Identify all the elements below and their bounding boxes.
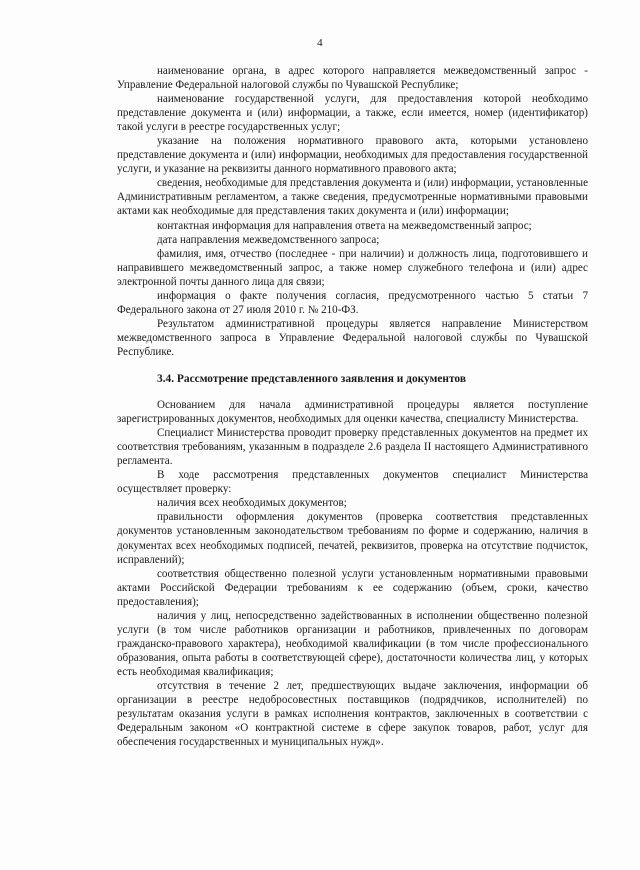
paragraph-check-registry: отсутствия в течение 2 лет, предшествующих выдаче заключения, информации об организации в реестре недобросовестных поставщиков (подрядчиков, исполнителей) по результатам оказания услуги в рамках исполнения контрактов, заключенных в соответствии с Федеральным законом «О контрактной системе в сфере закупок товаров, работ, услуг для обеспечения государственных и муниципальных нужд». <box>117 679 588 749</box>
paragraph-responsible-person: фамилия, имя, отчество (последнее - при наличии) и должность лица, подготовившего и направившего межведомственный запрос, а также номер служебного телефона и (или) адрес электронной почты данного лица для связи; <box>117 247 588 288</box>
page-number: 4 <box>317 37 323 49</box>
paragraph-check-documents-present: наличия всех необходимых документов; <box>157 497 347 510</box>
paragraph-service-name: наименование государственной услуги, для предоставления которой необходимо представление документа и (или) информации, а также, если имеется, номер (идентификатор) такой услуги в реестре государственных услуг; <box>117 93 588 134</box>
paragraph-request-date: дата направления межведомственного запроса; <box>157 233 380 246</box>
paragraph-consent-info: информация о факте получения согласия, предусмотренного частью 5 статьи 7 Федерального закона от 27 июля 2010 г. № 210-ФЗ. <box>117 289 588 316</box>
paragraph-legal-act-reference: указание на положения нормативного правового акта, которыми установлено представление документа и (или) информации, необходимых для предоставления государственной услуги, и указание на реквизиты данного нормативного правового акта; <box>117 135 588 176</box>
paragraph-request-authority: наименование органа, в адрес которого направляется межведомственный запрос - Управление Федеральной налоговой службы по Чувашской Республике; <box>117 65 588 92</box>
paragraph-check-intro: В ходе рассмотрения представленных документов специалист Министерства осуществляет проверку: <box>117 469 588 496</box>
paragraph-procedure-basis: Основанием для начала административной процедуры является поступление зарегистрированных документов, необходимых для оценки качества, специалисту Министерства. <box>117 399 588 426</box>
paragraph-required-information: сведения, необходимые для представления документа и (или) информации, установленные Административным регламентом, а также сведения, предусмотренные нормативными правовыми актами как необходимые для представления таких документа и (или) информации; <box>117 177 588 218</box>
paragraph-check-service-compliance: соответствия общественно полезной услуги установленным нормативными правовыми актами Российской Федерации требованиям к ее содержанию (объем, сроки, качество предоставления); <box>117 567 588 608</box>
paragraph-specialist-check: Специалист Министерства проводит проверку представленных документов на предмет их соответствия требованиям, указанным в подразделе 2.6 раздела II настоящего Административного регламента. <box>117 427 588 468</box>
paragraph-check-qualification: наличия у лиц, непосредственно задействованных в исполнении общественно полезной услуги (в том числе работников организации и работников, привлеченных по договорам гражданско-правового характера), необходимой квалификации (в том числе профессионального образования, опыта работы в соответствующей сфере), достаточности количества лиц, у которых есть необходимая квалификация; <box>117 609 588 678</box>
section-heading: 3.4. Рассмотрение представленного заявления и документов <box>157 372 466 385</box>
paragraph-procedure-result: Результатом административной процедуры является направление Министерством межведомственного запроса в Управление Федеральной налоговой службы по Чувашской Республике. <box>117 317 588 358</box>
document-body <box>117 64 588 749</box>
paragraph-contact-info: контактная информация для направления ответа на межведомственный запрос; <box>157 219 532 232</box>
paragraph-check-formatting: правильности оформления документов (проверка соответствия представленных документов установленным законодательством требованиям по форме и содержанию, наличия в документах всех необходимых подписей, печатей, реквизитов, проверка на отсутствие подчисток, исправлений); <box>117 511 588 566</box>
